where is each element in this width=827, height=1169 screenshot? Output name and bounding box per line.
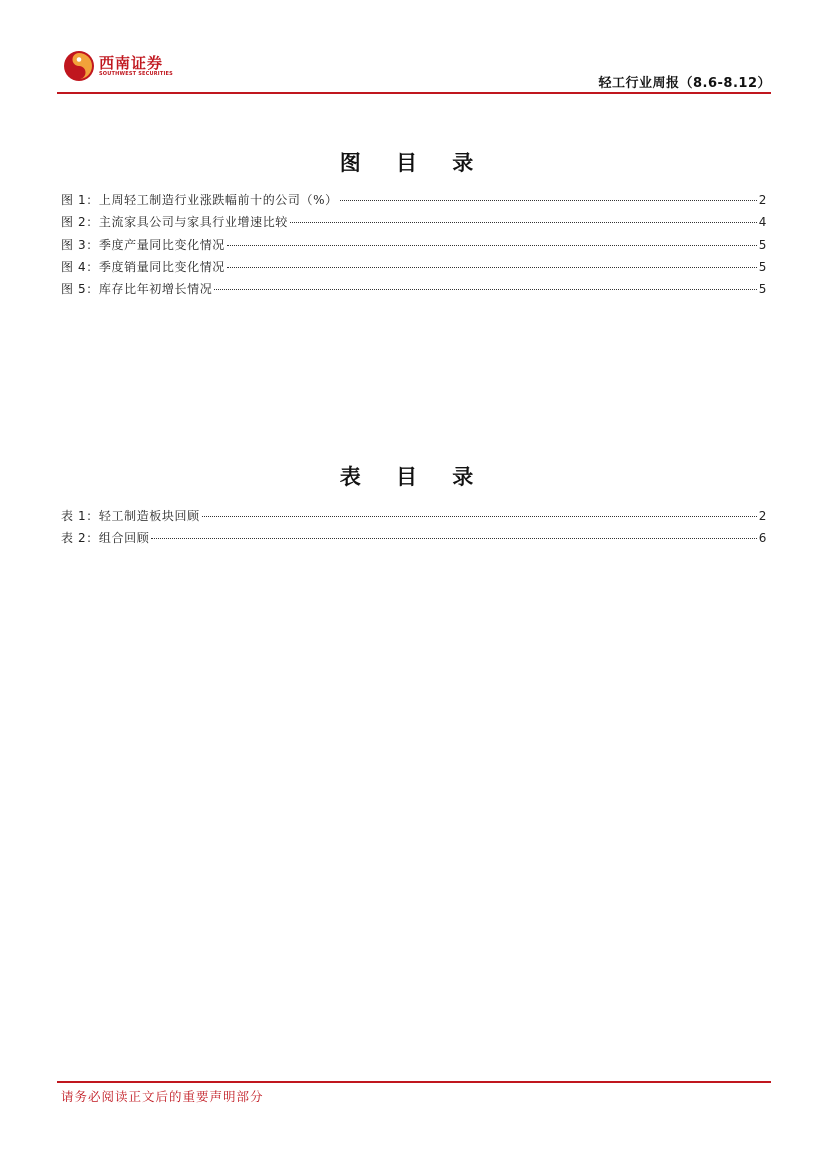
toc-dot-leader xyxy=(227,267,757,268)
toc-entry-label: 表 1：轻工制造板块回顾 xyxy=(61,509,200,523)
toc-entry-text: 季度销量同比变化情况 xyxy=(98,259,225,274)
toc-entry-number: 1 xyxy=(78,193,87,207)
toc-entry-number: 2 xyxy=(78,215,87,230)
toc-page-number: 4 xyxy=(758,215,767,230)
toc-entry-prefix: 表 xyxy=(61,531,74,546)
logo-chinese-name: 西南证券 xyxy=(99,53,164,72)
toc-entry[interactable] xyxy=(61,280,767,302)
toc-entry-label: 图 1：上周轻工制造行业涨跌幅前十的公司（%） xyxy=(61,193,338,207)
toc-entry-number: 2 xyxy=(78,531,87,546)
toc-entry[interactable] xyxy=(61,191,767,213)
footer-divider xyxy=(57,1081,771,1083)
toc-page-number: 5 xyxy=(758,282,767,297)
header-divider xyxy=(57,92,771,94)
toc-dot-leader xyxy=(227,245,757,246)
footer-disclaimer: 请务必阅读正文后的重要声明部分 xyxy=(61,1089,264,1104)
toc-entry-number: 3 xyxy=(78,237,87,252)
toc-dot-leader xyxy=(151,538,756,539)
toc-entry[interactable] xyxy=(61,236,767,258)
figures-toc-list xyxy=(61,191,767,302)
toc-entry-text: 主流家具公司与家具行业增速比较 xyxy=(98,215,288,230)
toc-entry[interactable] xyxy=(61,529,767,551)
toc-dot-leader xyxy=(290,222,757,223)
logo-english-name: SOUTHWEST SECURITIES xyxy=(99,70,173,77)
page-header xyxy=(57,48,771,94)
toc-dot-leader xyxy=(214,289,756,290)
toc-page-number: 5 xyxy=(758,237,767,252)
toc-entry[interactable] xyxy=(61,507,767,529)
toc-page-number: 5 xyxy=(758,259,767,274)
toc-entry-label: 图 5：库存比年初增长情况 xyxy=(61,282,213,297)
toc-entry-prefix: 图 xyxy=(61,193,74,207)
toc-entry-label: 图 2：主流家具公司与家具行业增速比较 xyxy=(61,215,288,230)
toc-entry[interactable] xyxy=(61,258,767,280)
toc-entry-label: 图 3：季度产量同比变化情况 xyxy=(61,237,225,252)
toc-page-number: 2 xyxy=(758,509,767,523)
toc-entry-prefix: 图 xyxy=(61,282,74,297)
toc-dot-leader xyxy=(202,516,757,517)
toc-entry-prefix: 表 xyxy=(61,509,74,523)
toc-entry-label: 表 2：组合回顾 xyxy=(61,531,150,546)
toc-entry-prefix: 图 xyxy=(61,215,74,230)
toc-entry-text: 轻工制造板块回顾 xyxy=(98,509,200,523)
toc-entry-text: 组合回顾 xyxy=(98,531,150,546)
report-title: 轻工行业周报（8.6-8.12） xyxy=(598,76,771,91)
toc-entry-label: 图 4：季度销量同比变化情况 xyxy=(61,259,225,274)
toc-entry-text: 上周轻工制造行业涨跌幅前十的公司（%） xyxy=(98,193,338,207)
toc-entry-text: 季度产量同比变化情况 xyxy=(98,237,225,252)
logo-emblem-icon xyxy=(63,50,95,82)
toc-entry[interactable] xyxy=(61,213,767,235)
toc-page-number: 2 xyxy=(758,193,767,207)
toc-entry-prefix: 图 xyxy=(61,259,74,274)
company-logo xyxy=(63,50,173,82)
tables-toc-title: 表 目 录 xyxy=(339,464,488,489)
toc-dot-leader xyxy=(340,200,757,201)
toc-entry-number: 4 xyxy=(78,259,87,274)
tables-toc-list xyxy=(61,507,767,552)
toc-page-number: 6 xyxy=(758,531,767,546)
toc-entry-text: 库存比年初增长情况 xyxy=(98,282,213,297)
figures-toc-title: 图 目 录 xyxy=(339,150,488,175)
toc-entry-prefix: 图 xyxy=(61,237,74,252)
toc-entry-number: 5 xyxy=(78,282,87,297)
toc-entry-number: 1 xyxy=(78,509,87,523)
